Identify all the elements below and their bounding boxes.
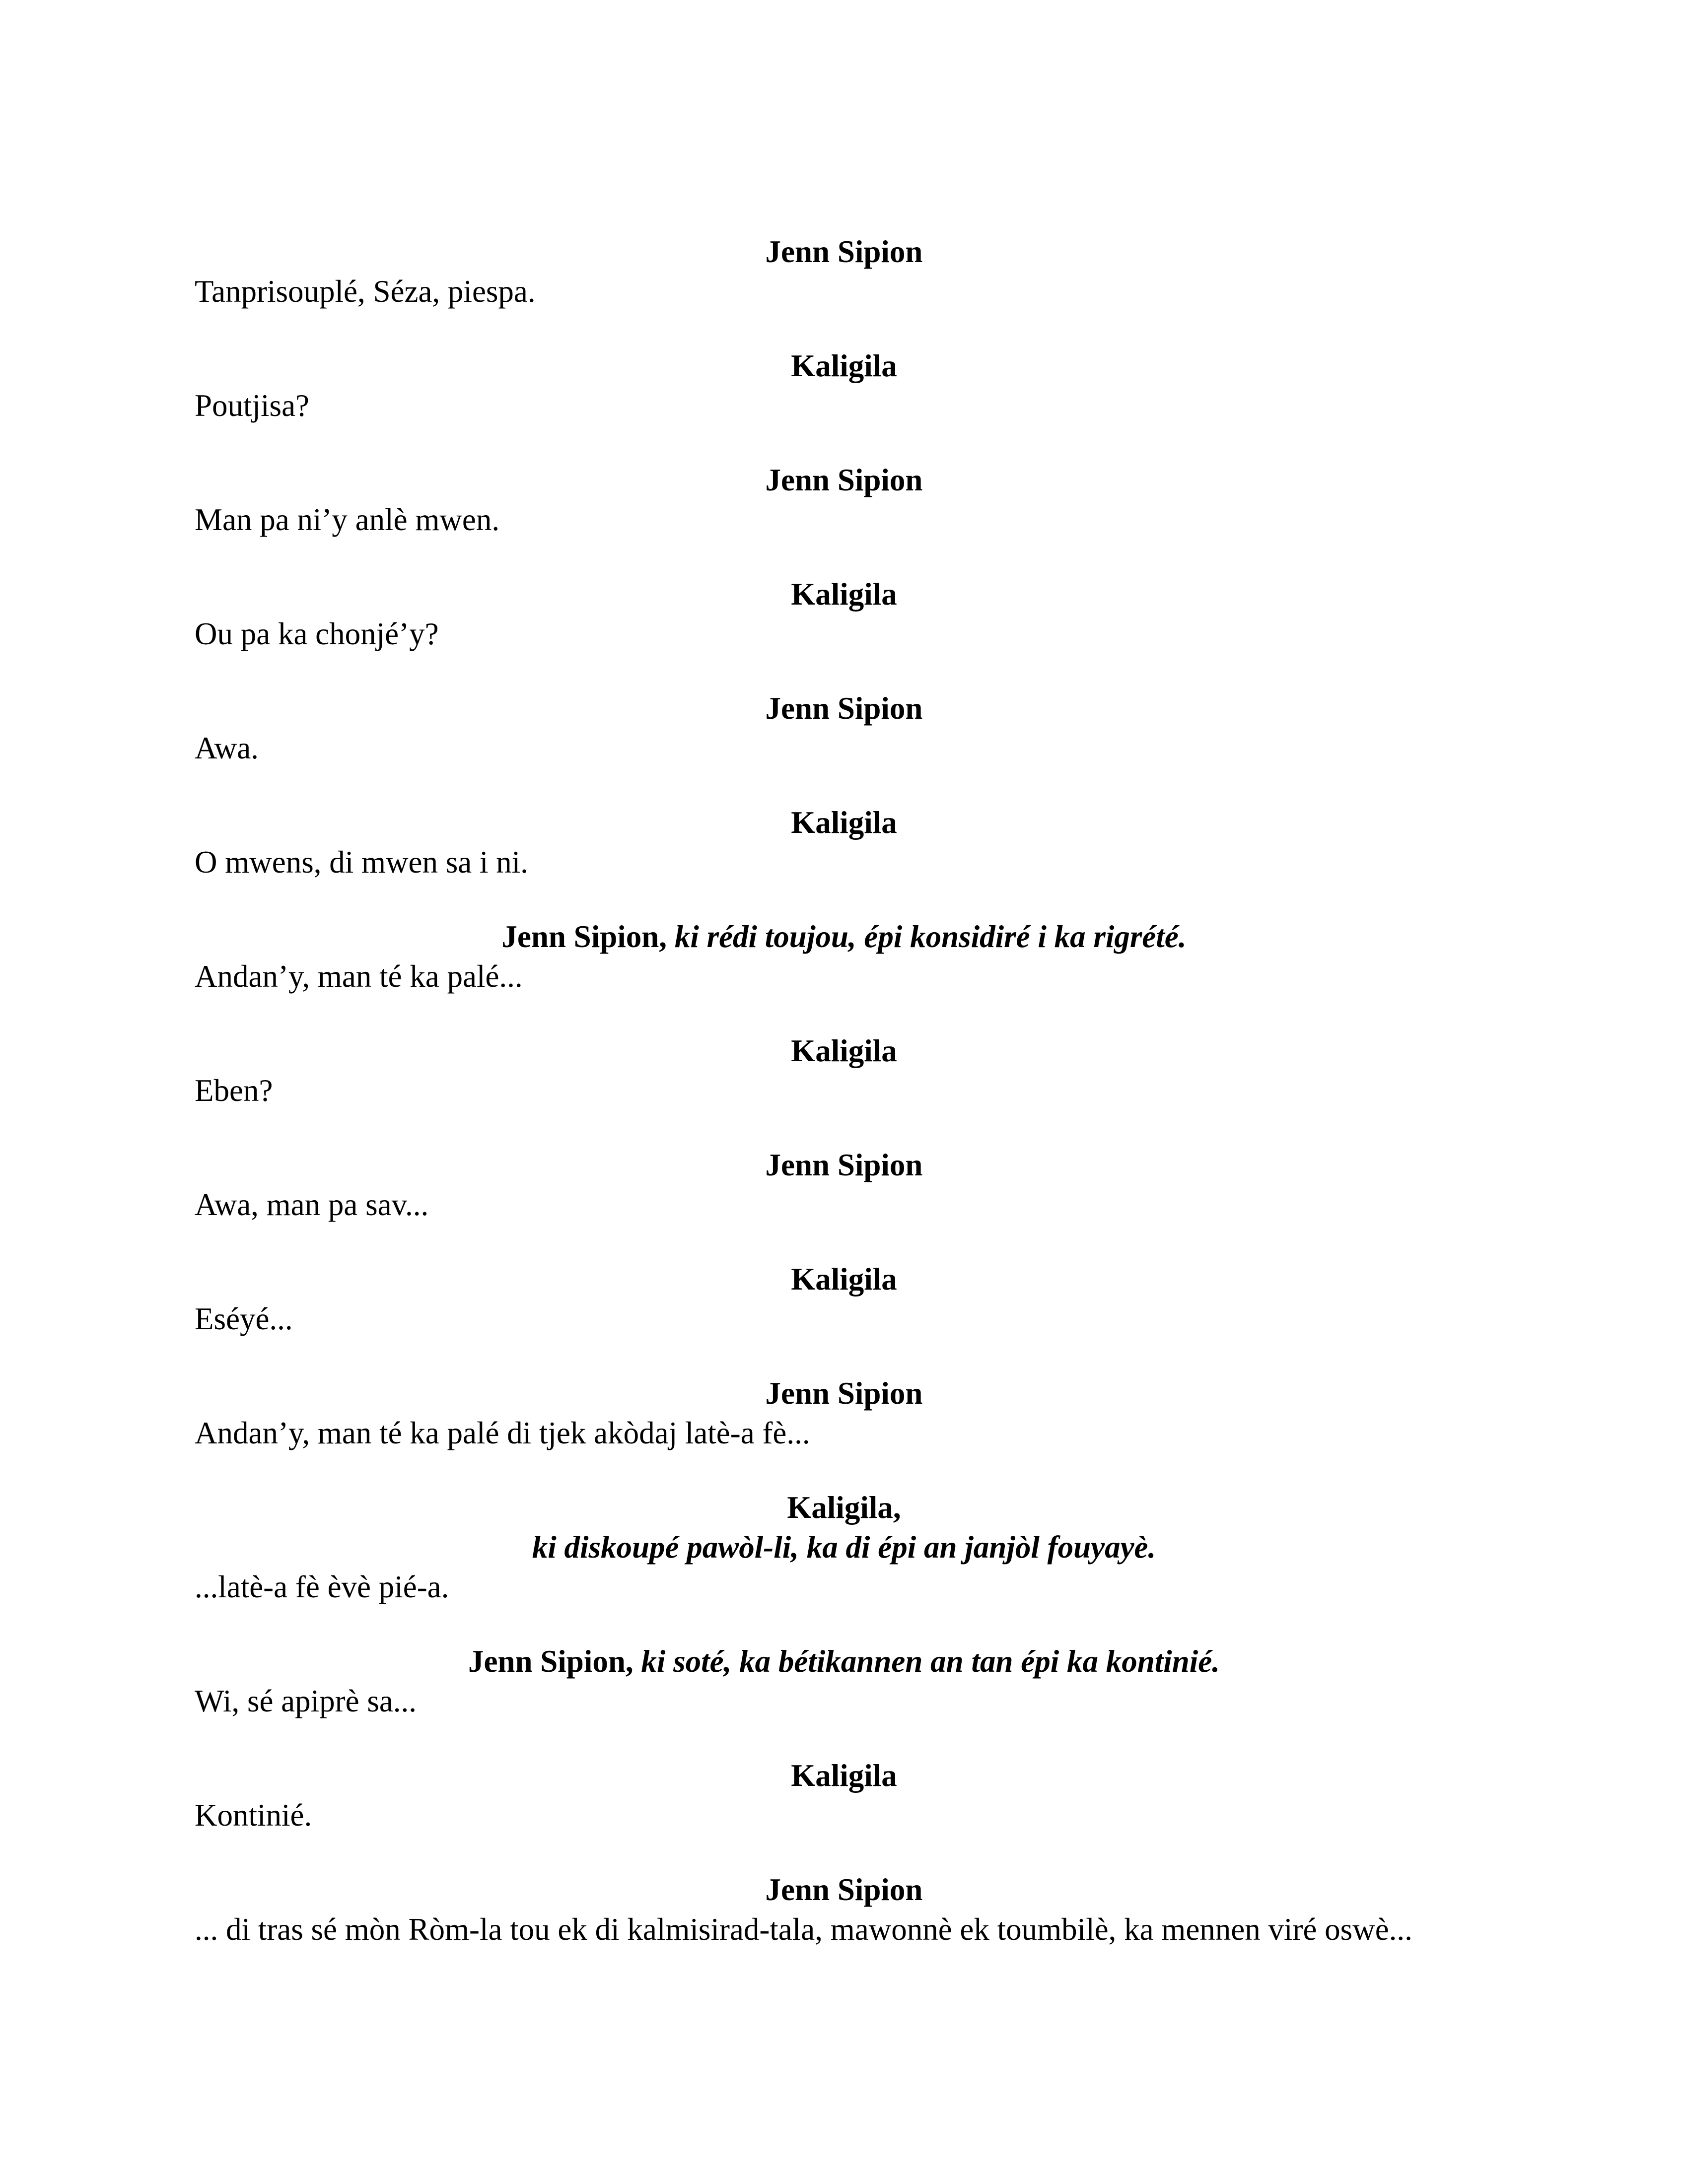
dialogue-line: Andan’y, man té ka palé... [195, 959, 523, 994]
speaker-name [0, 461, 1688, 499]
speaker-name [0, 232, 1688, 271]
dialogue-line: Awa, man pa sav... [195, 1187, 429, 1222]
speaker-label: Kaligila [791, 577, 897, 612]
dialogue-line: Kontinié. [195, 1798, 312, 1833]
stage-direction: ki soté, ka bétikannen an tan épi ka kontinié. [633, 1644, 1220, 1679]
dialogue-line: Andan’y, man té ka palé di tjek akòdaj latè-a fè... [195, 1416, 810, 1450]
dialogue-line: Eséyé... [195, 1301, 293, 1336]
dialogue-line: ...latè-a fè èvè pié-a. [195, 1570, 449, 1604]
dialogue-line: O mwens, di mwen sa i ni. [195, 845, 528, 880]
dialogue-line: Eben? [195, 1073, 273, 1108]
speaker-name [0, 1031, 1688, 1070]
speaker-label: Kaligila [791, 1033, 897, 1068]
speaker-label: Jenn Sipion [765, 1376, 923, 1411]
speaker-label: Kaligila [791, 348, 897, 383]
dialogue-line: Ou pa ka chonjé’y? [195, 616, 439, 651]
speaker-name [0, 803, 1688, 842]
dialogue-line: Tanprisouplé, Séza, piespa. [195, 274, 536, 309]
speaker-name [0, 1642, 1688, 1681]
speaker-label: Jenn Sipion [765, 691, 923, 726]
speaker-name [0, 1374, 1688, 1413]
dialogue-line: Awa. [195, 731, 259, 765]
speaker-label: Kaligila, [787, 1490, 901, 1525]
dialogue-line: Man pa ni’y anlè mwen. [195, 502, 500, 537]
speaker-label: Jenn Sipion [765, 234, 923, 269]
speaker-label: Jenn Sipion, [501, 919, 667, 954]
stage-direction: ki rédi toujou, épi konsidiré i ka rigrété. [667, 919, 1187, 954]
speaker-name [0, 689, 1688, 728]
speaker-label: Jenn Sipion [765, 1872, 923, 1907]
dialogue-line: Wi, sé apiprè sa... [195, 1684, 417, 1718]
stage-direction-row [0, 1528, 1688, 1567]
speaker-name [0, 1146, 1688, 1184]
speaker-label: Jenn Sipion [765, 1148, 923, 1182]
speaker-label: Kaligila [791, 1262, 897, 1297]
speaker-name [0, 917, 1688, 956]
speaker-name [0, 1488, 1688, 1527]
speaker-label: Kaligila [791, 1758, 897, 1793]
speaker-label: Kaligila [791, 805, 897, 840]
speaker-name [0, 1260, 1688, 1298]
speaker-name [0, 1870, 1688, 1909]
speaker-name [0, 575, 1688, 614]
dialogue-line: Poutjisa? [195, 388, 309, 423]
speaker-name [0, 346, 1688, 385]
speaker-label: Jenn Sipion, [468, 1644, 633, 1679]
speaker-label: Jenn Sipion [765, 463, 923, 497]
speaker-name [0, 1756, 1688, 1795]
dialogue-line: ... di tras sé mòn Ròm-la tou ek di kalmisirad-tala, mawonnè ek toumbilè, ka mennen viré oswè... [195, 1912, 1412, 1947]
stage-direction: ki diskoupé pawòl-li, ka di épi an janjòl fouyayè. [532, 1530, 1156, 1565]
